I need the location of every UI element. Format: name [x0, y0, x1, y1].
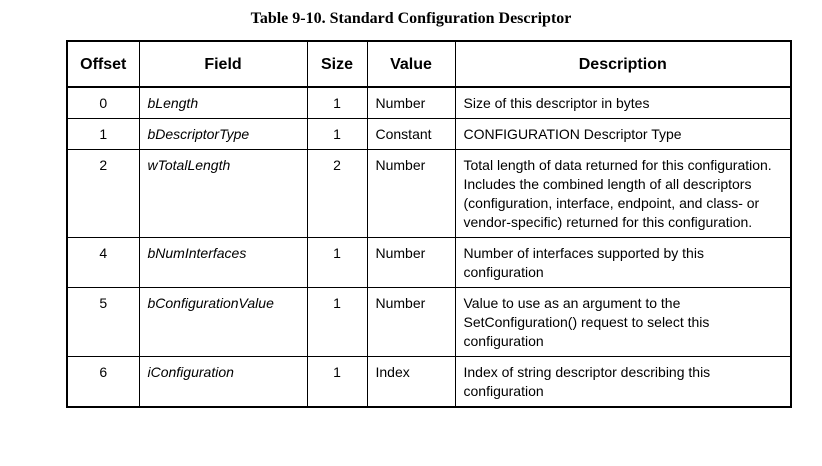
header-value: Value — [367, 41, 455, 87]
field-cell: iConfiguration — [139, 357, 307, 408]
size-cell: 2 — [307, 150, 367, 238]
value-cell: Index — [367, 357, 455, 408]
description-cell: Size of this descriptor in bytes — [455, 87, 791, 119]
header-description: Description — [455, 41, 791, 87]
value-cell: Constant — [367, 119, 455, 150]
size-cell: 1 — [307, 119, 367, 150]
configuration-descriptor-table — [66, 40, 792, 408]
size-cell: 1 — [307, 238, 367, 288]
value-cell: Number — [367, 150, 455, 238]
table-row — [67, 150, 791, 238]
field-cell: bLength — [139, 87, 307, 119]
description-cell: Number of interfaces supported by this configuration — [455, 238, 791, 288]
table-row — [67, 357, 791, 408]
offset-cell: 0 — [67, 87, 139, 119]
offset-cell: 2 — [67, 150, 139, 238]
size-cell: 1 — [307, 357, 367, 408]
size-cell: 1 — [307, 87, 367, 119]
description-cell: Value to use as an argument to the SetConfiguration() request to select this configuration — [455, 288, 791, 357]
offset-cell: 1 — [67, 119, 139, 150]
offset-cell: 6 — [67, 357, 139, 408]
field-cell: wTotalLength — [139, 150, 307, 238]
header-row — [67, 41, 791, 87]
value-cell: Number — [367, 87, 455, 119]
header-field: Field — [139, 41, 307, 87]
value-cell: Number — [367, 238, 455, 288]
table-row — [67, 119, 791, 150]
field-cell: bNumInterfaces — [139, 238, 307, 288]
description-cell: CONFIGURATION Descriptor Type — [455, 119, 791, 150]
table-row — [67, 288, 791, 357]
table-row — [67, 238, 791, 288]
description-cell: Index of string descriptor describing this configuration — [455, 357, 791, 408]
field-cell: bDescriptorType — [139, 119, 307, 150]
field-cell: bConfigurationValue — [139, 288, 307, 357]
header-size: Size — [307, 41, 367, 87]
header-offset: Offset — [67, 41, 139, 87]
offset-cell: 5 — [67, 288, 139, 357]
size-cell: 1 — [307, 288, 367, 357]
description-cell: Total length of data returned for this configuration. Includes the combined length of all descriptors (configuration, interface, endpoint, and class- or vendor-specific) returned for this configuration. — [455, 150, 791, 238]
table-row — [67, 87, 791, 119]
table-caption: Table 9-10. Standard Configuration Descriptor — [250, 10, 572, 27]
offset-cell: 4 — [67, 238, 139, 288]
value-cell: Number — [367, 288, 455, 357]
